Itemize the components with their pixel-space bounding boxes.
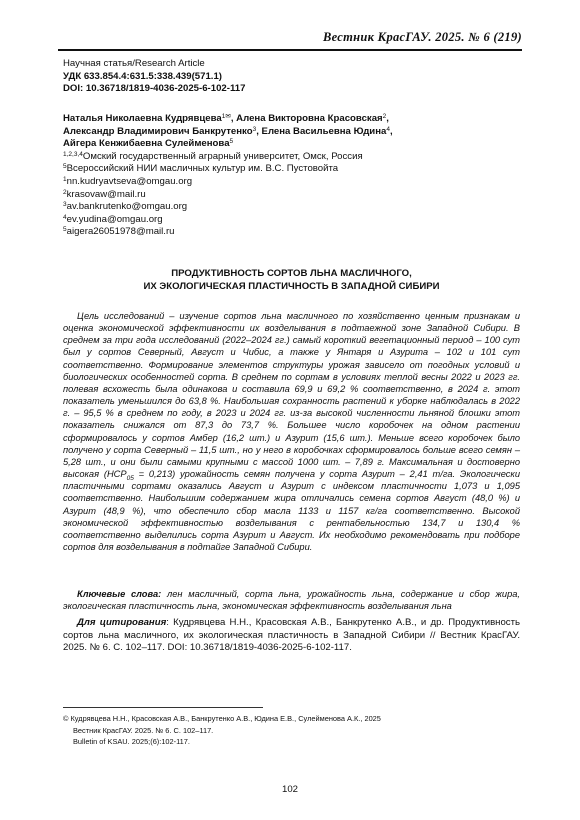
author-name: Алена Викторовна Красовская xyxy=(236,113,383,124)
keywords xyxy=(63,588,520,612)
email-sup: 4 xyxy=(63,213,67,221)
doi[interactable]: DOI: 10.36718/1819-4036-2025-6-102-117 xyxy=(63,83,246,95)
affiliation-sup: 5 xyxy=(63,163,67,171)
keywords-label: Ключевые слова: xyxy=(77,589,162,599)
affiliation-sup: 1,2,3,4 xyxy=(63,150,83,158)
mail-icon: ✉ xyxy=(225,113,231,120)
journal-header: Вестник КрасГАУ. 2025. № 6 (219) xyxy=(322,30,522,44)
abstract-text: = 0,213) урожайность семян получена у сорта Азурит – 2,41 т/га. Экологически пластичными сортами оказались Август и Азурит с индексом пластичности 1,073 и 1,095 соответственно. Наибольшим содержанием жира отличались семена сортов Август (48,0 %) и Азурит (48,9 %), что обеспечило сбор масла 1133 и 1157 кг/га соответственно. Высокой экономической эффективностью возделывания с рентабельностью 134,7 и 130,4 % соответственно выделились сорта Азурит и Август. Их необходимо рекомендовать при подборе сортов для возделывания в подтайге Западной Сибири. xyxy=(63,469,520,552)
affiliation xyxy=(63,151,520,164)
footnote xyxy=(63,713,381,748)
author-name: Наталья Николаевна Кудрявцева xyxy=(63,113,222,124)
footnote-rule xyxy=(63,707,263,708)
udk: УДК 633.854.4:631.5:338.439(571.1) xyxy=(63,70,222,82)
affiliation-text: Всероссийский НИИ масличных культур им. В.С. Пустовойта xyxy=(66,163,339,175)
author-sup: 1 xyxy=(221,113,226,120)
email-line[interactable] xyxy=(63,189,520,202)
page-number: 102 xyxy=(281,784,298,795)
author-sup: 2 xyxy=(382,113,387,120)
footnote-line: Вестник КрасГАУ. 2025. № 6. С. 102–117. xyxy=(73,725,214,735)
email-sup: 5 xyxy=(63,226,67,234)
title-line: ПРОДУКТИВНОСТЬ СОРТОВ ЛЬНА МАСЛИЧНОГО, xyxy=(171,268,412,279)
author-name: Александр Владимирович Банкрутенко xyxy=(63,125,253,137)
footnote-line: © Кудрявцева Н.Н., Красовская А.В., Банкрутенко А.В., Юдина Е.В., Сулейменова А.К., 2025 xyxy=(63,714,381,723)
email-sup: 1 xyxy=(63,175,67,183)
affiliation-text: Омский государственный аграрный университет, Омск, Россия xyxy=(82,150,363,162)
email-link[interactable]: nn.kudryavtseva@omgau.org xyxy=(66,175,193,187)
email-line[interactable] xyxy=(63,201,520,214)
author-sup: 4 xyxy=(386,125,390,133)
email-sup: 2 xyxy=(63,188,67,196)
footnote-line: Bulletin of KSAU. 2025;(6):102-117. xyxy=(73,737,190,747)
title-line: ИХ ЭКОЛОГИЧЕСКАЯ ПЛАСТИЧНОСТЬ В ЗАПАДНОЙ СИБИРИ xyxy=(143,280,440,292)
email-line[interactable] xyxy=(63,214,520,227)
author-name: Елена Васильевна Юдина xyxy=(261,125,387,137)
keywords-text: лен масличный, сорта льна, урожайность льна, содержание и сбор жира, экологическая пластичность льна, экономическая эффективность возделывания льна xyxy=(63,589,520,612)
email-link[interactable]: av.bankrutenko@omgau.org xyxy=(66,201,188,213)
email-sup: 3 xyxy=(63,201,67,209)
email-link[interactable]: krasovaw@mail.ru xyxy=(66,188,146,200)
abstract-subscript: 05 xyxy=(126,474,134,482)
authors-block xyxy=(63,113,520,239)
abstract xyxy=(63,310,520,553)
email-link[interactable]: aigera26051978@mail.ru xyxy=(66,226,175,238)
citation-label: Для цитирования xyxy=(77,617,167,628)
header-rule xyxy=(58,49,522,51)
email-link[interactable]: ev.yudina@omgau.org xyxy=(66,213,163,225)
abstract-text: Цель исследований – изучение сортов льна масличного по хозяйственно ценным признакам и оценка экономической эффективности их возделывания в подтаежной зоне Западной Сибири. В среднем за три года исследований (2022–2024 гг.) самый короткий вегетационный период – 100 сут был у сортов Северный, Август и Чибис, а также у Янтаря и Азурита – 102 и 101 сут соответственно. Формирование элементов структуры урожая зависело от погодных условий и биологических особенностей сорта. В среднем по сортам в условиях теплой весны 2022 и 2023 гг. полевая всхожесть была одинакова и составила 69,9 и 69,2 % соответственно, в 2024 г. этот показатель уменьшился до 63,8 %. Наибольшая сохранность растений к уборке наблюдалась в 2022 г. – 95,5 % в среднем по году, в 2023 и 2024 гг. из-за высокой численности льняной блошки этот показатель снижался от 87,3 до 73,7 %. Большее число коробочек на одном растении сформировалось у сортов Амбер (16,2 шт.) и Азурит (15,6 шт.). Меньше всего коробочек было получено у сорта Северный – 11,5 шт., но у него в коробочках сформировалось больше всего семян – 5,28 шт., и они были самыми крупными с массой 1000 шт. – 7,89 г. Максимальная и достоверно высокая (НСР xyxy=(63,311,520,480)
citation-text: : Кудрявцева Н.Н., Красовская А.В., Банкрутенко А.В., и др. Продуктивность сортов льна масличного, их экологическая пластичность в Западной Сибири // Вестник КрасГАУ. 2025. № 6. С. 102–117. DOI: 10.36718/1819-4036-2025-6-102-117. xyxy=(63,617,520,654)
citation xyxy=(63,617,520,655)
article-meta xyxy=(63,58,245,96)
author-sup: 3 xyxy=(252,125,257,133)
article-type: Научная статья/Research Article xyxy=(63,58,205,69)
email-line[interactable] xyxy=(63,226,520,239)
author-name: Айгера Кенжибаевна Сулейменова xyxy=(63,138,230,150)
article-title xyxy=(63,268,520,293)
email-line[interactable] xyxy=(63,176,520,189)
author-sup: 5 xyxy=(229,138,234,146)
author-names: Наталья Николаевна Кудрявцева$^{1✉}$, Алена Викторовна Красовская$^2$, Александр Владимирович Банкрутенко$^3$, Елена Васильевна Юдина$^4$, Айгера Кенжибаевна Сулейменова$^5$ xyxy=(63,113,393,150)
affiliation xyxy=(63,163,520,176)
